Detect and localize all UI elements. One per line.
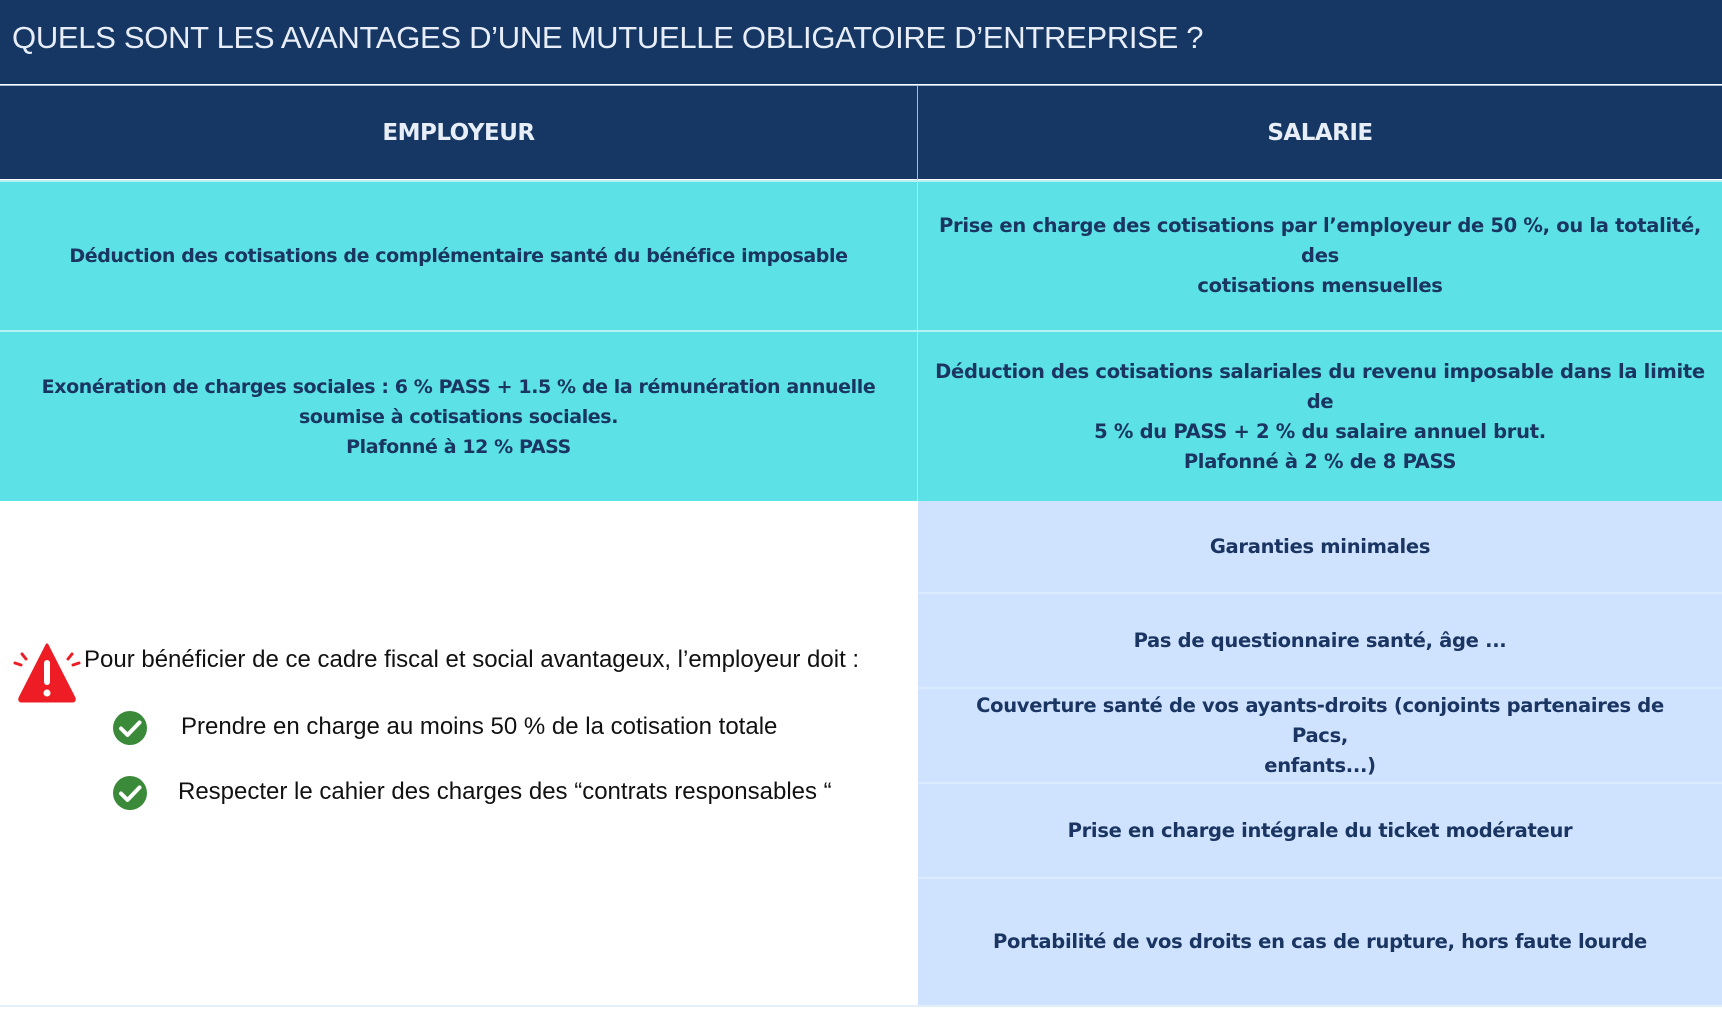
employer-benefit-line: Plafonné à 12 % PASS <box>346 435 571 458</box>
employee-benefits-panel <box>918 501 1722 1005</box>
conditions-intro: Pour bénéficier de ce cadre fiscal et social avantageux, l’employeur doit : <box>84 646 860 673</box>
page-title: QUELS SONT LES AVANTAGES D’UNE MUTUELLE OBLIGATOIRE D’ENTREPRISE ? <box>12 20 1204 55</box>
table-bottom-border <box>0 1005 1722 1007</box>
employee-benefit-line: Plafonné à 2 % de 8 PASS <box>1183 449 1457 473</box>
title-bar <box>0 0 1722 84</box>
warning-icon <box>12 642 82 704</box>
benefit-text-line: enfants...) <box>1264 754 1376 777</box>
condition-text: Prendre en charge au moins 50 % de la cotisation totale <box>181 713 778 740</box>
condition-item <box>112 708 148 748</box>
employer-cell <box>0 182 917 330</box>
table-row <box>0 180 1722 330</box>
benefit-text-line: Couverture santé de vos ayants-droits (conjoints partenaires de Pacs, <box>976 694 1664 747</box>
table-header <box>0 85 1722 179</box>
employer-cell <box>0 332 917 501</box>
employee-benefit-line: Prise en charge des cotisations par l’employeur de 50 %, ou la totalité, des <box>939 214 1701 267</box>
column-header-employee: SALARIE <box>1267 120 1373 146</box>
condition-item <box>112 773 148 813</box>
benefit-text: Prise en charge intégrale du ticket modérateur <box>1067 819 1573 842</box>
employee-benefit-line: cotisations mensuelles <box>1197 274 1443 297</box>
list-item <box>918 501 1722 593</box>
employer-benefit-line: soumise à cotisations sociales. <box>298 405 619 428</box>
employee-cell <box>918 332 1722 501</box>
list-item <box>918 592 1722 688</box>
check-circle-icon <box>112 775 148 811</box>
employee-cell <box>918 182 1722 330</box>
employer-benefit-line: Exonération de charges sociales : 6 % PASS + 1.5 % de la rémunération annuelle <box>41 375 876 398</box>
benefit-text: Pas de questionnaire santé, âge ... <box>1133 629 1507 652</box>
check-circle-icon <box>112 710 148 746</box>
table-row <box>0 330 1722 501</box>
benefit-text: Portabilité de vos droits en cas de rupture, hors faute lourde <box>993 930 1647 953</box>
condition-text: Respecter le cahier des charges des “contrats responsables “ <box>178 778 832 805</box>
employer-conditions-panel <box>0 501 917 1005</box>
list-item <box>918 877 1722 1005</box>
employer-benefit-text: Déduction des cotisations de complémentaire santé du bénéfice imposable <box>69 245 848 267</box>
benefit-text: Garanties minimales <box>1209 535 1431 558</box>
list-item <box>918 782 1722 878</box>
employee-benefit-line: Déduction des cotisations salariales du revenu imposable dans la limite de <box>935 359 1705 413</box>
employee-benefit-line: 5 % du PASS + 2 % du salaire annuel brut. <box>1094 419 1546 443</box>
column-header-employer: EMPLOYEUR <box>382 120 535 146</box>
list-item <box>918 687 1722 783</box>
